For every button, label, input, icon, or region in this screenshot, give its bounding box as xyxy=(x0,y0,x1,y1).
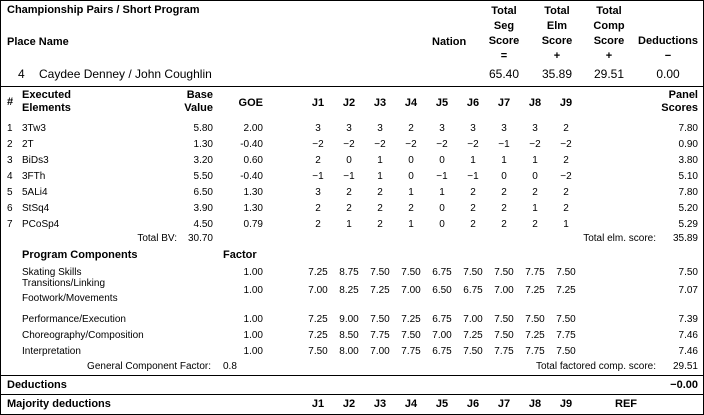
total-comp-value: 29.51 xyxy=(672,361,698,372)
component-judge-score: 7.50 xyxy=(556,314,576,325)
component-name: Performance/Execution xyxy=(22,314,126,325)
element-number: 2 xyxy=(7,139,13,150)
element-judge-score: −1 xyxy=(436,171,448,182)
component-judge-score: 7.25 xyxy=(308,267,328,278)
element-judge-score: 2 xyxy=(346,203,352,214)
component-name: Footwork/Movements xyxy=(22,293,118,304)
element-judge-score: 3 xyxy=(346,123,352,134)
element-judge-score: 1 xyxy=(346,219,352,230)
tss-header xyxy=(481,4,527,64)
nation-header: Nation xyxy=(432,36,467,48)
element-judge-score: 2 xyxy=(377,187,383,198)
majority-judge-cell: J3 xyxy=(373,398,387,410)
exec-header-line: Executed xyxy=(22,89,71,101)
element-panel-score: 5.29 xyxy=(678,219,698,230)
component-judge-score: 7.75 xyxy=(494,346,514,357)
element-judge-score: 3 xyxy=(439,123,445,134)
element-base-value: 4.50 xyxy=(193,219,213,230)
element-judge-score: 3 xyxy=(501,123,507,134)
element-name: 3Tw3 xyxy=(22,123,46,134)
component-judge-score: 7.00 xyxy=(494,285,514,296)
element-judge-score: 2 xyxy=(315,203,321,214)
tes-header-line: Score xyxy=(541,35,573,47)
component-judge-score: 7.00 xyxy=(401,285,421,296)
element-base-value: 3.20 xyxy=(193,155,213,166)
panel-header-line: Scores xyxy=(661,102,698,114)
gcf-label: General Component Factor: xyxy=(87,361,211,372)
tes-header-line: + xyxy=(553,50,561,62)
element-goe: 1.30 xyxy=(243,203,263,214)
bv-header xyxy=(171,89,213,115)
element-judge-score: 3 xyxy=(315,123,321,134)
element-judge-score: 3 xyxy=(470,123,476,134)
pcs-value: 29.51 xyxy=(593,67,625,81)
element-judge-score: 2 xyxy=(563,203,569,214)
component-judge-score: 7.50 xyxy=(401,330,421,341)
component-judge-score: 9.00 xyxy=(339,314,359,325)
deductions-header xyxy=(633,34,703,64)
element-judge-score: 0 xyxy=(501,171,507,182)
majority-judge-cell: J4 xyxy=(404,398,418,410)
component-name: Skating Skills xyxy=(22,267,82,278)
element-judge-score: 1 xyxy=(563,219,569,230)
ded-header-line: − xyxy=(664,50,672,62)
element-name: 5ALi4 xyxy=(22,187,48,198)
total-elm-value: 35.89 xyxy=(672,233,698,244)
component-name: Choreography/Composition xyxy=(22,330,144,341)
component-judge-score: 7.25 xyxy=(370,285,390,296)
component-judge-score: 7.50 xyxy=(556,267,576,278)
element-base-value: 6.50 xyxy=(193,187,213,198)
element-judge-score: −2 xyxy=(560,139,572,150)
pcs-header xyxy=(586,4,632,64)
element-name: 3FTh xyxy=(22,171,46,182)
pcs-header-line: Comp xyxy=(593,20,625,32)
element-judge-score: 2 xyxy=(563,123,569,134)
component-judge-score: 6.50 xyxy=(432,285,452,296)
majority-judge-cell: J1 xyxy=(311,398,325,410)
element-judge-score: 3 xyxy=(532,123,538,134)
element-judge-score: 1 xyxy=(377,171,383,182)
element-judge-score: −2 xyxy=(374,139,386,150)
component-panel-score: 7.46 xyxy=(678,346,698,357)
component-judge-score: 8.75 xyxy=(339,267,359,278)
exec-header xyxy=(22,89,71,115)
element-goe: 2.00 xyxy=(243,123,263,134)
component-judge-score: 7.25 xyxy=(525,285,545,296)
element-name: BiDs3 xyxy=(22,155,49,166)
element-judge-score: 0 xyxy=(346,155,352,166)
element-judge-score: 2 xyxy=(563,187,569,198)
factor-header: Factor xyxy=(223,249,257,261)
element-judge-score: −2 xyxy=(560,171,572,182)
majority-judge-cell: J8 xyxy=(528,398,542,410)
element-judge-score: 3 xyxy=(315,187,321,198)
judge-header-cell: J6 xyxy=(466,97,480,109)
divider xyxy=(1,375,703,376)
panel-header xyxy=(641,89,698,115)
element-judge-score: 2 xyxy=(532,219,538,230)
element-judge-score: 1 xyxy=(408,187,414,198)
element-judge-score: 1 xyxy=(501,155,507,166)
element-judge-score: −2 xyxy=(436,139,448,150)
ded-header-line: Deductions xyxy=(638,35,698,47)
component-judge-score: 7.50 xyxy=(556,346,576,357)
tss-header-line: Seg xyxy=(493,20,515,32)
element-panel-score: 5.20 xyxy=(678,203,698,214)
element-panel-score: 0.90 xyxy=(678,139,698,150)
component-judge-score: 7.75 xyxy=(370,330,390,341)
component-name: Transitions/Linking xyxy=(22,278,106,289)
element-base-value: 5.50 xyxy=(193,171,213,182)
element-judge-score: 0 xyxy=(408,171,414,182)
component-judge-score: 7.50 xyxy=(370,267,390,278)
element-judge-score: 1 xyxy=(377,155,383,166)
element-judge-score: 2 xyxy=(470,187,476,198)
component-judge-score: 7.25 xyxy=(308,330,328,341)
component-judge-score: 7.50 xyxy=(308,346,328,357)
component-judge-score: 8.25 xyxy=(339,285,359,296)
element-judge-score: 2 xyxy=(563,155,569,166)
majority-judge-cell: J6 xyxy=(466,398,480,410)
pcs-header-line: Score xyxy=(593,35,625,47)
element-judge-score: 2 xyxy=(532,187,538,198)
divider xyxy=(1,86,703,87)
element-goe: -0.40 xyxy=(240,171,263,182)
element-judge-score: 1 xyxy=(408,219,414,230)
element-judge-score: 1 xyxy=(439,187,445,198)
tss-value: 65.40 xyxy=(488,67,520,81)
element-number: 4 xyxy=(7,171,13,182)
component-factor: 1.00 xyxy=(243,330,263,341)
component-judge-score: 7.25 xyxy=(525,330,545,341)
tes-header-line: Total xyxy=(544,5,570,17)
element-judge-score: 2 xyxy=(315,219,321,230)
component-judge-score: 7.50 xyxy=(463,267,483,278)
tes-header-line: Elm xyxy=(546,20,568,32)
component-judge-score: 6.75 xyxy=(463,285,483,296)
ref-label: REF xyxy=(615,398,637,410)
component-name: Interpretation xyxy=(22,346,81,357)
element-panel-score: 5.10 xyxy=(678,171,698,182)
element-judge-score: 1 xyxy=(532,203,538,214)
judge-header-cell: J9 xyxy=(559,97,573,109)
element-number: 6 xyxy=(7,203,13,214)
element-judge-score: 2 xyxy=(377,219,383,230)
tss-header-line: Total xyxy=(491,5,517,17)
element-judge-score: 0 xyxy=(439,155,445,166)
element-number: 3 xyxy=(7,155,13,166)
element-judge-score: 2 xyxy=(408,203,414,214)
judge-header-cell: J4 xyxy=(404,97,418,109)
panel-header-line: Panel xyxy=(668,89,698,101)
component-judge-score: 7.50 xyxy=(494,330,514,341)
tss-header-line: = xyxy=(500,50,508,62)
majority-judge-cell: J5 xyxy=(435,398,449,410)
element-number: 7 xyxy=(7,219,13,230)
component-judge-score: 7.50 xyxy=(370,314,390,325)
judge-header-cell: J3 xyxy=(373,97,387,109)
majority-label: Majority deductions xyxy=(7,398,111,410)
component-judge-score: 7.25 xyxy=(401,314,421,325)
bv-header-line: Value xyxy=(184,102,213,114)
component-judge-score: 7.75 xyxy=(401,346,421,357)
element-base-value: 1.30 xyxy=(193,139,213,150)
component-panel-score: 7.46 xyxy=(678,330,698,341)
element-judge-score: 3 xyxy=(377,123,383,134)
sheet-title: Championship Pairs / Short Program xyxy=(7,4,200,16)
component-judge-score: 6.75 xyxy=(432,314,452,325)
component-judge-score: 8.00 xyxy=(339,346,359,357)
judge-header-cell: J7 xyxy=(497,97,511,109)
element-judge-score: −1 xyxy=(498,139,510,150)
element-goe: -0.40 xyxy=(240,139,263,150)
element-judge-score: 0 xyxy=(439,219,445,230)
ded-value: 0.00 xyxy=(656,67,680,81)
element-base-value: 5.80 xyxy=(193,123,213,134)
element-judge-score: 1 xyxy=(532,155,538,166)
element-goe: 0.60 xyxy=(243,155,263,166)
element-judge-score: 0 xyxy=(408,155,414,166)
component-judge-score: 8.50 xyxy=(339,330,359,341)
element-panel-score: 7.80 xyxy=(678,123,698,134)
element-judge-score: 2 xyxy=(501,203,507,214)
component-judge-score: 7.00 xyxy=(370,346,390,357)
tss-header-line: Score xyxy=(488,35,520,47)
element-judge-score: −2 xyxy=(529,139,541,150)
component-judge-score: 7.00 xyxy=(463,314,483,325)
tes-header xyxy=(534,4,580,64)
component-factor: 1.00 xyxy=(243,285,263,296)
pcs-header-line: Total xyxy=(596,5,622,17)
judge-header-cell: J1 xyxy=(311,97,325,109)
component-judge-score: 6.75 xyxy=(432,267,452,278)
element-judge-score: 2 xyxy=(315,155,321,166)
component-judge-score: 7.25 xyxy=(556,285,576,296)
deductions-label: Deductions xyxy=(7,379,67,391)
total-bv-label: Total BV: xyxy=(137,233,177,244)
components-title: Program Components xyxy=(22,249,138,261)
component-panel-score: 7.39 xyxy=(678,314,698,325)
element-base-value: 3.90 xyxy=(193,203,213,214)
majority-judge-cell: J2 xyxy=(342,398,356,410)
element-judge-score: −1 xyxy=(312,171,324,182)
component-factor: 1.00 xyxy=(243,267,263,278)
total-comp-label: Total factored comp. score: xyxy=(535,361,656,372)
element-judge-score: 2 xyxy=(377,203,383,214)
place-value: 4 xyxy=(18,67,25,81)
judge-header-cell: J5 xyxy=(435,97,449,109)
element-judge-score: −2 xyxy=(467,139,479,150)
deductions-value: −0.00 xyxy=(670,379,698,391)
element-judge-score: −1 xyxy=(343,171,355,182)
place-name-header: Place Name xyxy=(7,36,69,48)
component-judge-score: 7.50 xyxy=(401,267,421,278)
component-judge-score: 7.75 xyxy=(525,267,545,278)
judge-header-cell: J2 xyxy=(342,97,356,109)
component-judge-score: 7.50 xyxy=(494,267,514,278)
num-header: # xyxy=(7,96,14,108)
goe-header: GOE xyxy=(238,97,263,109)
element-name: StSq4 xyxy=(22,203,50,214)
element-judge-score: 2 xyxy=(501,187,507,198)
element-judge-score: 2 xyxy=(408,123,414,134)
element-number: 5 xyxy=(7,187,13,198)
divider xyxy=(1,394,703,395)
component-judge-score: 7.50 xyxy=(463,346,483,357)
gcf-value: 0.8 xyxy=(223,361,237,372)
pcs-header-line: + xyxy=(605,50,613,62)
component-judge-score: 7.50 xyxy=(525,314,545,325)
component-judge-score: 6.75 xyxy=(432,346,452,357)
component-factor: 1.00 xyxy=(243,314,263,325)
total-bv-value: 30.70 xyxy=(187,233,213,244)
element-goe: 1.30 xyxy=(243,187,263,198)
element-judge-score: −2 xyxy=(405,139,417,150)
element-judge-score: 2 xyxy=(470,203,476,214)
component-factor: 1.00 xyxy=(243,346,263,357)
judge-header-cell: J8 xyxy=(528,97,542,109)
element-judge-score: −2 xyxy=(343,139,355,150)
component-judge-score: 7.00 xyxy=(308,285,328,296)
element-panel-score: 3.80 xyxy=(678,155,698,166)
element-name: PCoSp4 xyxy=(22,219,60,230)
component-judge-score: 7.00 xyxy=(432,330,452,341)
component-judge-score: 7.75 xyxy=(525,346,545,357)
element-judge-score: −2 xyxy=(312,139,324,150)
element-goe: 0.79 xyxy=(243,219,263,230)
component-judge-score: 7.50 xyxy=(494,314,514,325)
component-judge-score: 7.25 xyxy=(308,314,328,325)
component-panel-score: 7.07 xyxy=(678,285,698,296)
element-name: 2T xyxy=(22,139,34,150)
skater-name: Caydee Denney / John Coughlin xyxy=(39,67,212,81)
element-judge-score: 2 xyxy=(346,187,352,198)
element-judge-score: 0 xyxy=(532,171,538,182)
majority-judge-cell: J9 xyxy=(559,398,573,410)
element-judge-score: 1 xyxy=(470,155,476,166)
element-number: 1 xyxy=(7,123,13,134)
bv-header-line: Base xyxy=(186,89,213,101)
element-panel-score: 7.80 xyxy=(678,187,698,198)
component-judge-score: 7.75 xyxy=(556,330,576,341)
exec-header-line: Elements xyxy=(22,102,71,114)
element-judge-score: 0 xyxy=(439,203,445,214)
element-judge-score: 2 xyxy=(501,219,507,230)
element-judge-score: 2 xyxy=(470,219,476,230)
element-judge-score: −1 xyxy=(467,171,479,182)
tes-value: 35.89 xyxy=(541,67,573,81)
total-elm-label: Total elm. score: xyxy=(583,233,656,244)
component-panel-score: 7.50 xyxy=(678,267,698,278)
majority-judge-cell: J7 xyxy=(497,398,511,410)
component-judge-score: 7.25 xyxy=(463,330,483,341)
